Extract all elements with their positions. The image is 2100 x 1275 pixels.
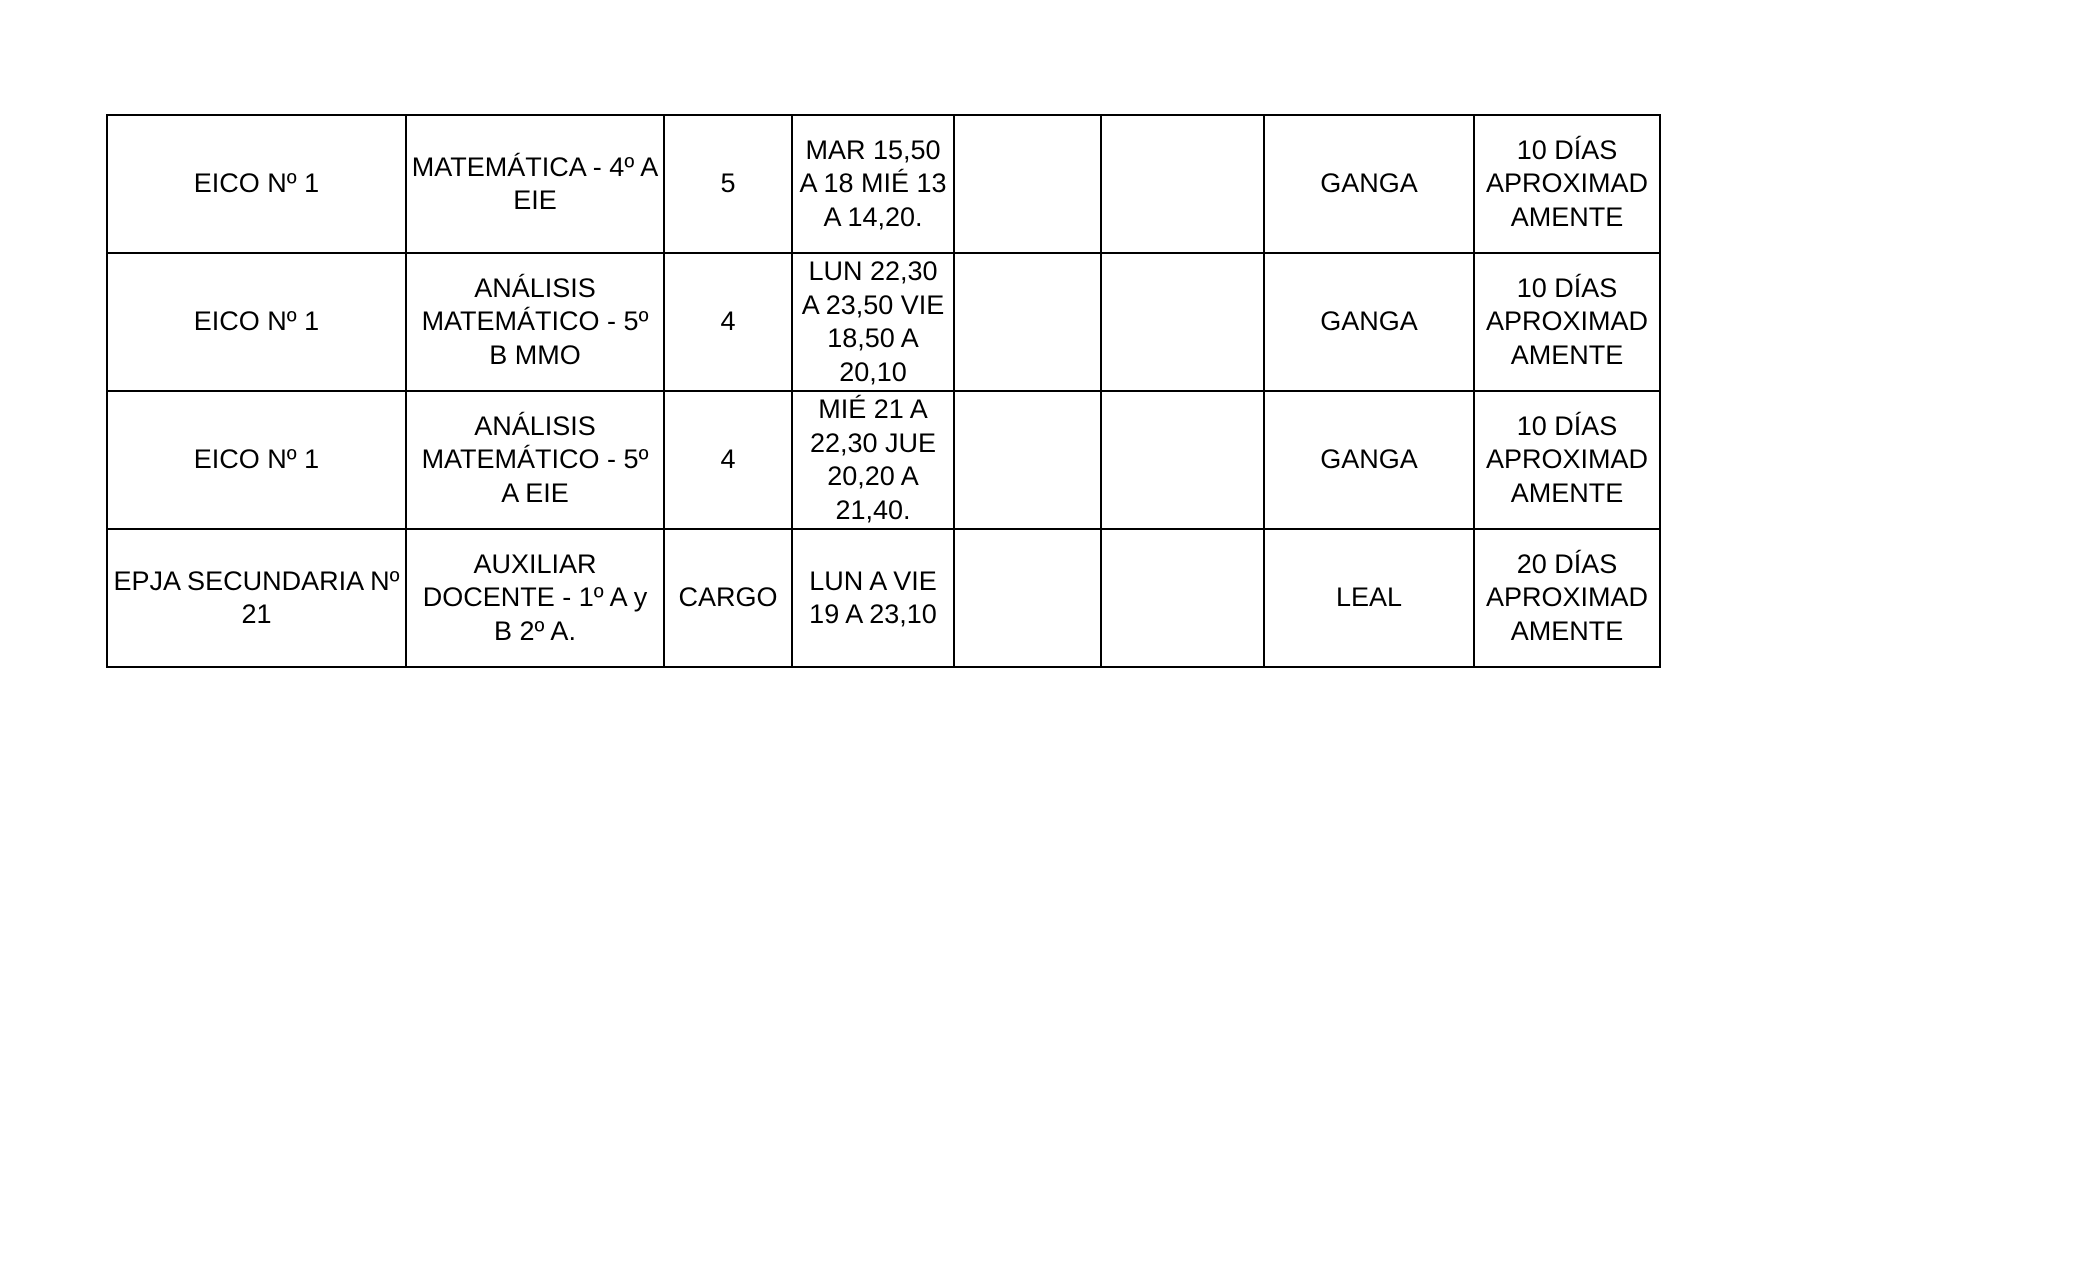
- subject-cell: ANÁLISIS MATEMÁTICO - 5º B MMO: [406, 253, 664, 391]
- hours-cell: 5: [664, 115, 792, 253]
- empty-cell: [954, 529, 1101, 667]
- school-cell: EICO Nº 1: [107, 391, 406, 529]
- hours-cell: 4: [664, 253, 792, 391]
- table-row: [107, 391, 1660, 529]
- subject-cell: AUXILIAR DOCENTE - 1º A y B 2º A.: [406, 529, 664, 667]
- hours-cell: CARGO: [664, 529, 792, 667]
- empty-cell: [1101, 115, 1264, 253]
- school-cell: EICO Nº 1: [107, 115, 406, 253]
- schedule-cell: LUN 22,30 A 23,50 VIE 18,50 A 20,10: [792, 253, 954, 391]
- empty-cell: [954, 253, 1101, 391]
- schedule-cell: MIÉ 21 A 22,30 JUE 20,20 A 21,40.: [792, 391, 954, 529]
- name-cell: GANGA: [1264, 391, 1474, 529]
- data-table: [106, 114, 1661, 668]
- empty-cell: [954, 115, 1101, 253]
- empty-cell: [1101, 253, 1264, 391]
- name-cell: LEAL: [1264, 529, 1474, 667]
- subject-cell: ANÁLISIS MATEMÁTICO - 5º A EIE: [406, 391, 664, 529]
- school-cell: EPJA SECUNDARIA Nº 21: [107, 529, 406, 667]
- school-cell: EICO Nº 1: [107, 253, 406, 391]
- table-row: [107, 253, 1660, 391]
- duration-cell: 10 DÍAS APROXIMAD AMENTE: [1474, 115, 1660, 253]
- empty-cell: [1101, 529, 1264, 667]
- schedule-cell: MAR 15,50 A 18 MIÉ 13 A 14,20.: [792, 115, 954, 253]
- table-row: [107, 115, 1660, 253]
- name-cell: GANGA: [1264, 253, 1474, 391]
- empty-cell: [1101, 391, 1264, 529]
- subject-cell: MATEMÁTICA - 4º A EIE: [406, 115, 664, 253]
- hours-cell: 4: [664, 391, 792, 529]
- table-row: [107, 529, 1660, 667]
- duration-cell: 20 DÍAS APROXIMAD AMENTE: [1474, 529, 1660, 667]
- name-cell: GANGA: [1264, 115, 1474, 253]
- empty-cell: [954, 391, 1101, 529]
- duration-cell: 10 DÍAS APROXIMAD AMENTE: [1474, 253, 1660, 391]
- schedule-cell: LUN A VIE 19 A 23,10: [792, 529, 954, 667]
- duration-cell: 10 DÍAS APROXIMAD AMENTE: [1474, 391, 1660, 529]
